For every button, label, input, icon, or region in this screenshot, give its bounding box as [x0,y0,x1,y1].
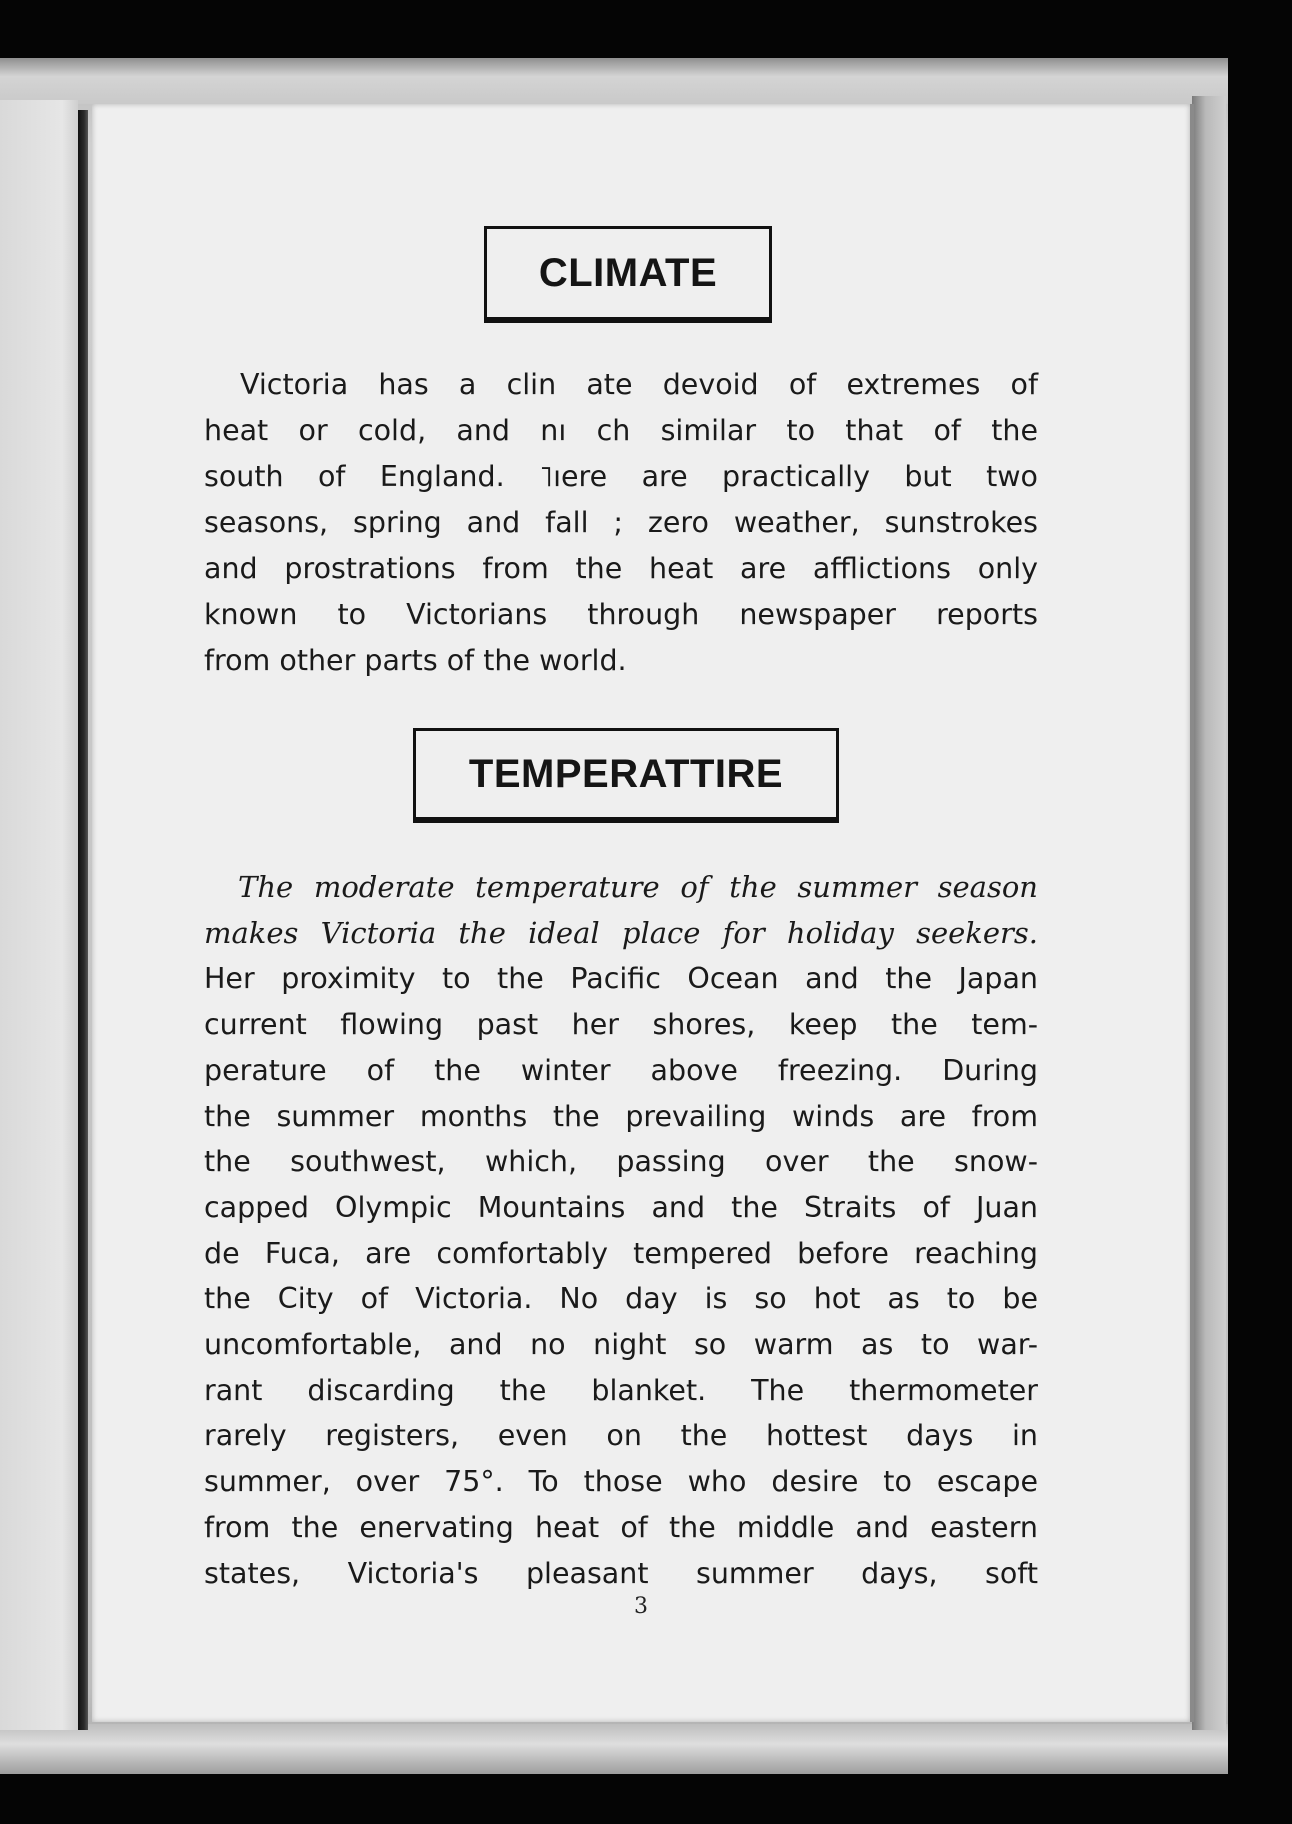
climate-line: known to Victorians through newspaper reports [204,598,1038,631]
temperature-heading [413,728,839,820]
page-number: 3 [634,1594,648,1619]
temperature-line: rant discarding the blanket. The thermometer [204,1373,1038,1407]
temperature-line: the summer months the prevailing winds are from [204,1099,1038,1133]
temperature-line: summer, over 75°. To those who desire to escape [204,1465,1038,1499]
temperature-italic-line: makes Victoria the ideal place for holiday seekers. [204,915,1038,950]
climate-heading-text: CLIMATE [538,250,718,295]
cover-top-edge [0,58,1228,104]
temperature-line: perature of the winter above freezing. During [204,1053,1038,1087]
climate-line: seasons, spring and fall ; zero weather, sunstrokes [204,506,1038,539]
page-right-edge [1192,96,1226,1730]
temperature-heading-text: TEMPERATTΙRE [468,751,784,796]
climate-line: from other parts of the world. [204,644,627,677]
temperature-line: states, Victoria's pleasant summer days, soft [204,1556,1038,1590]
cover-bottom-edge [0,1724,1228,1774]
book-spine [78,110,88,1730]
temperature-line: from the enervating heat of the middle and eastern [204,1510,1038,1544]
temperature-italic-line: The moderate temperature of the summer season [238,870,1038,904]
left-page-edge [0,100,78,1730]
climate-line: and prostrations from the heat are afflictions only [204,552,1038,585]
climate-line: Victoria has a clin ate devoid of extremes of [240,368,1038,401]
temperature-paragraph [204,865,1038,1596]
temperature-line: Her proximity to the Pacific Ocean and the Japan [204,962,1038,996]
temperature-line: de Fuca, are comfortably tempered before reaching [204,1236,1038,1270]
temperature-line: the southwest, which, passing over the snow- [204,1145,1038,1179]
climate-line: heat or cold, and nı ch similar to that of the [204,414,1038,447]
page [92,104,1194,1722]
climate-line: south of England. ˥ıere are practically but two [204,460,1038,493]
temperature-line: rarely registers, even on the hottest days in [204,1419,1038,1453]
climate-paragraph [204,362,1038,684]
climate-heading [484,226,772,320]
temperature-line: current flowing past her shores, keep the tem- [204,1008,1038,1042]
temperature-line: uncomfortable, and no night so warm as to war- [204,1328,1038,1362]
temperature-line: the City of Victoria. No day is so hot as to be [204,1282,1038,1316]
temperature-line: capped Olympic Mountains and the Straits of Juan [204,1190,1038,1224]
